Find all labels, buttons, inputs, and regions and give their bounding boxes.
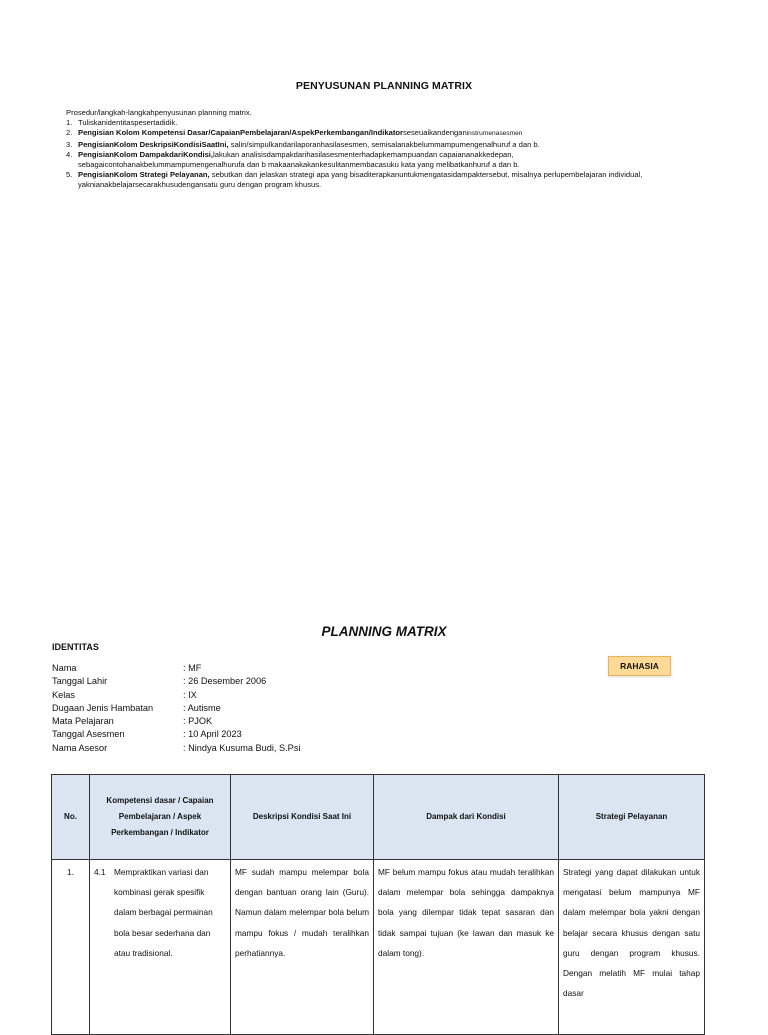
step-text: sebutkan dan jelaskan strategi apa yang bisaditerapkanuntukmengatasidampaktersebut, misalnya perlupembelajaran individual, <box>209 170 643 180</box>
table-header-row <box>52 775 705 860</box>
step-bold-text: Pengisian Kolom Kompetensi Dasar/CapaianPembelajaran/AspekPerkembangan/Indikator <box>78 128 403 138</box>
identity-row-mata-pelajaran <box>52 715 300 728</box>
identity-value: : Autisme <box>183 702 221 713</box>
cell-no: 1. <box>52 860 90 1035</box>
identity-value: : 26 Desember 2006 <box>183 676 267 687</box>
step-number: 2. <box>66 128 73 138</box>
cell-deskripsi: MF sudah mampu melempar bola dengan bantuan orang lain (Guru). Namun dalam melempar bola belum mampu fokus / mudah teralihkan perhatiannya. <box>231 860 374 1035</box>
procedure-steps <box>66 118 716 190</box>
procedure-section <box>66 108 716 191</box>
header-dampak: Dampak dari Kondisi <box>374 775 559 860</box>
procedure-intro: Prosedur/langkah-langkahpenyusunan planning matrix. <box>66 108 252 117</box>
identity-value: : 10 April 2023 <box>183 729 242 740</box>
procedure-step-5 <box>66 170 716 190</box>
step-bold-text: PengisianKolom DeskripsiKondisiSaatIni, <box>78 139 229 149</box>
identity-row-asesor <box>52 742 300 755</box>
identitas-heading: IDENTITAS <box>52 642 99 652</box>
kd-number: 4.1 <box>94 867 106 877</box>
header-strategi: Strategi Pelayanan <box>559 775 705 860</box>
step-text-continued: yaknianakbelajarsecarakhusudengansatu guru dengan program khusus. <box>78 180 322 190</box>
step-bold-text: PengisianKolom Strategi Pelayanan, <box>78 170 210 180</box>
header-deskripsi: Deskripsi Kondisi Saat Ini <box>231 775 374 860</box>
header-kompetensi: Kompetensi dasar / Capaian Pembelajaran / Aspek Perkembangan / Indikator <box>90 775 231 860</box>
page-heading: PENYUSUNAN PLANNING MATRIX <box>295 80 473 92</box>
procedure-step-4 <box>66 150 716 170</box>
identity-row-tanggal-lahir <box>52 675 300 688</box>
identity-label: Kelas <box>52 689 75 700</box>
identity-label: Nama <box>52 663 77 673</box>
identity-list <box>52 662 300 755</box>
step-bold-text: PengisianKolom DampakdariKondisi, <box>78 149 214 159</box>
identity-value: : Nindya Kusuma Budi, S.Psi <box>183 742 301 753</box>
identity-label: Nama Asesor <box>52 742 108 753</box>
identity-row-hambatan <box>52 702 300 715</box>
step-number: 3. <box>66 139 73 149</box>
step-text-small: instrumenasesmen <box>466 130 523 138</box>
identity-label: Tanggal Asesmen <box>52 729 125 740</box>
identity-row-tanggal-asesmen <box>52 728 300 741</box>
step-text: Tuliskanidentitaspesertadidik. <box>78 118 178 128</box>
procedure-step-3 <box>66 140 716 150</box>
table-row <box>52 860 705 1035</box>
identity-row-nama <box>52 662 300 675</box>
step-text: seseuaikandengan <box>402 128 467 138</box>
cell-dampak: MF belum mampu fokus atau mudah teralihkan dalam melempar bola sehingga dampaknya bola yang dilempar tidak tepat sasaran dan tidak sampai tujuan (ke lawan dan masuk ke dalam tong). <box>374 860 559 1035</box>
rahasia-badge: RAHASIA <box>608 656 671 676</box>
step-text-continued: sebagaicontohanakbelummampumengenalhurufa dan b makaanakakankesulitanmembacasuku kata yang melibatkanhuruf a dan b. <box>78 160 520 170</box>
planning-matrix-title: PLANNING MATRIX <box>321 624 447 639</box>
cell-kompetensi <box>90 860 231 1035</box>
procedure-step-2 <box>66 128 716 139</box>
step-text: salin/simpulkandarilaporanhasilasesmen, semisalanakbelummampumengenalhuruf a dan b. <box>228 139 540 149</box>
identity-row-kelas <box>52 689 300 702</box>
step-number: 5. <box>66 170 73 180</box>
identity-value: : IX <box>183 689 197 700</box>
identity-value: : MF <box>183 663 202 673</box>
procedure-step-1 <box>66 118 716 128</box>
step-number: 1. <box>66 118 73 128</box>
step-number: 4. <box>66 149 73 159</box>
identity-label: Dugaan Jenis Hambatan <box>52 702 154 713</box>
planning-matrix-table <box>51 774 705 1035</box>
cell-strategi: Strategi yang dapat dilakukan untuk mengatasi belum mampunya MF dalam melempar bola yakni dengan belajar secara khusus dengan satu guru dengan program khusus. Dengan melatih MF mulai tahap dasar <box>559 860 705 1035</box>
identity-label: Mata Pelajaran <box>52 716 114 727</box>
identity-label: Tanggal Lahir <box>52 676 108 687</box>
header-no: No. <box>52 775 90 860</box>
identity-value: : PJOK <box>183 716 213 727</box>
step-text: lakukan analisisdampakdarihasilasesmenterhadapkemampuandan capaiananakkedepan, <box>213 149 514 159</box>
kd-text: Mempraktikan variasi dan kombinasi gerak spesifik dalam berbagai permainan bola besar sederhana dan atau tradisional. <box>114 867 213 958</box>
